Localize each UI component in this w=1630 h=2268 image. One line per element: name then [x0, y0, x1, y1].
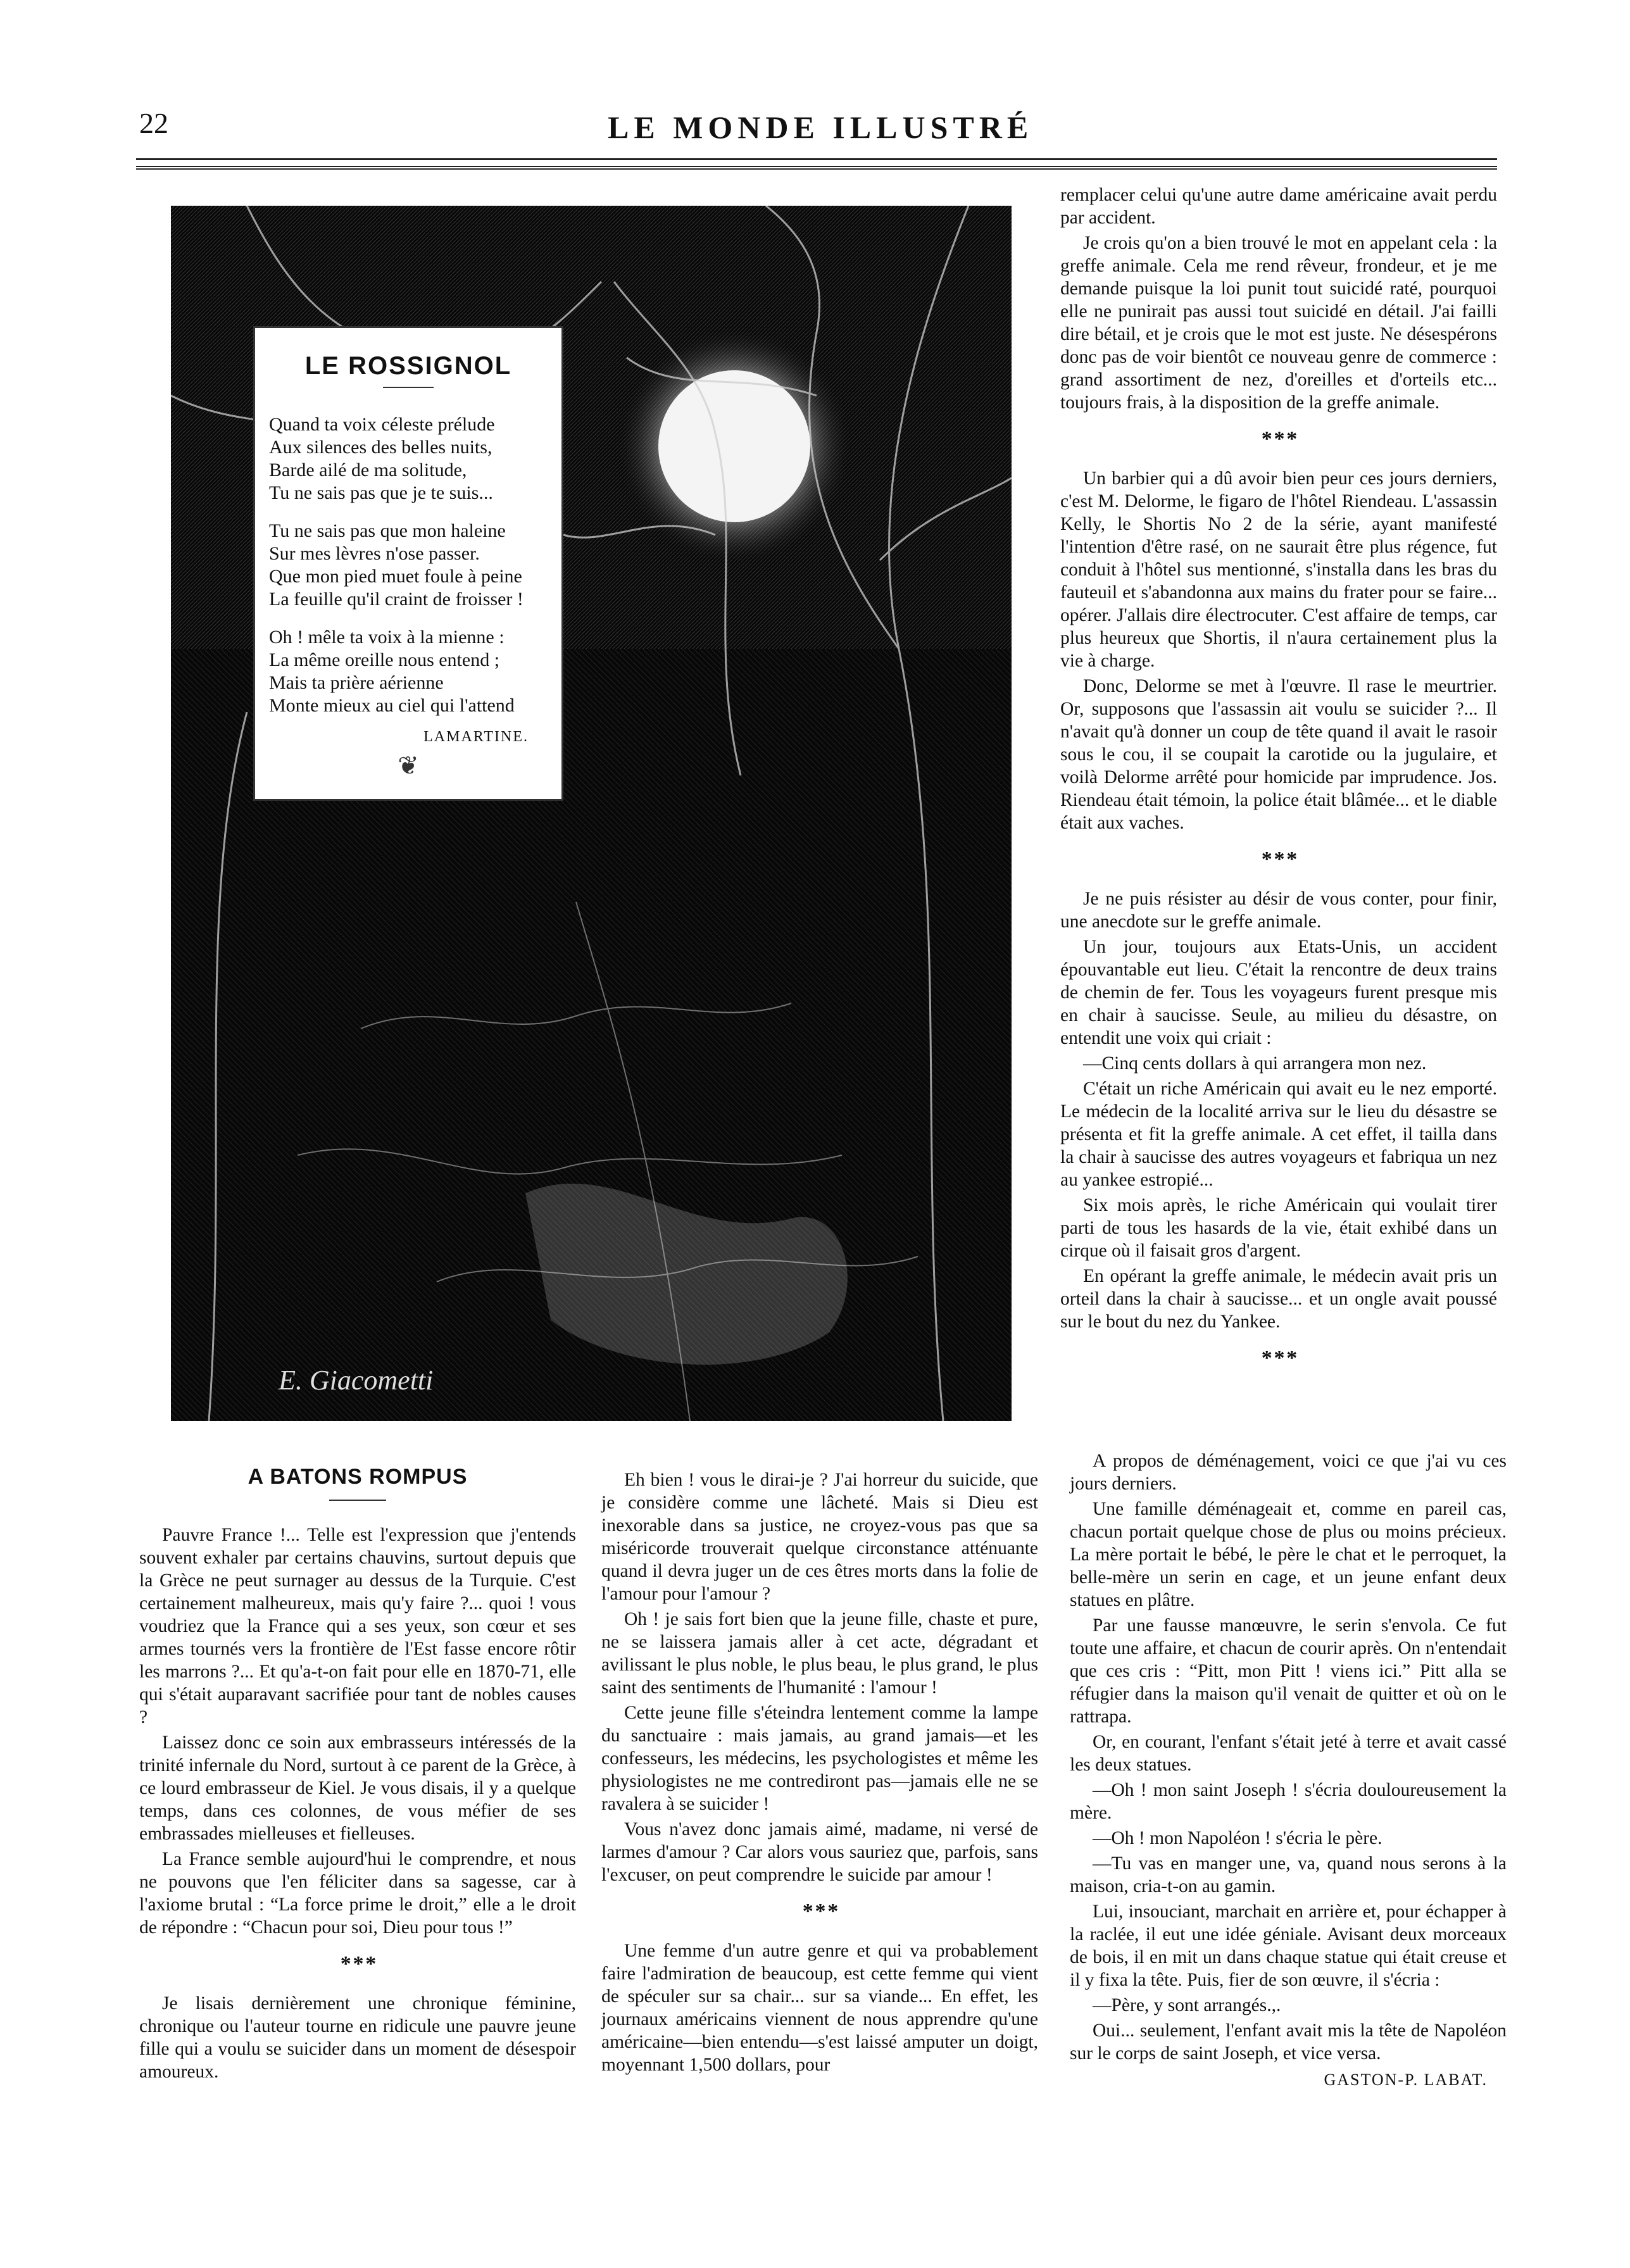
- paragraph: Je lisais dernièrement une chronique féminine, chronique ou l'auteur tourne en ridicule une pauvre jeune fille qui a voulu se suicider dans un moment de désespoir amoureux.: [139, 1993, 576, 2082]
- paragraph: Pauvre France !... Telle est l'expression que j'entends souvent exhaler par certains chauvins, surtout depuis que la Grèce ne peut surnager au dessus de la Turquie. C'est certainement malheureux, mais qu'y faire ?... quoi ! vous voudriez que la France qui a ses yeux, son cœur et ses armes tournés vers la frontière de l'Est fasse encore rôtir les marrons ?... Et qu'a-t-on fait pour elle en 1870-71, elle qui s'était auparavant sacrifiée pour tant de nobles causes ?: [139, 1525, 576, 1727]
- paragraph: Une femme d'un autre genre et qui va probablement faire l'admiration de beaucoup, est cette femme qui vient de spéculer sur sa chair... sur sa viande... En effet, les journaux américains viennent de nous apprendre qu'une américaine—bien entendu—s'est laissé amputer un doigt, moyennant 1,500 dollars, pour: [601, 1941, 1038, 2075]
- poem-author: LAMARTINE.: [423, 729, 529, 745]
- paragraph: —Oh ! mon saint Joseph ! s'écria douloureusement la mère.: [1070, 1780, 1507, 1823]
- paragraph: Eh bien ! vous le dirai-je ? J'ai horreur du suicide, que je considère comme une lâcheté. Mais si Dieu est inexorable dans sa justice, ne croyez-vous pas que sa miséricorde trouverait quelque circonstance atténuante quand il devra juger un de ces êtres morts dans la folie de l'amour pour l'amour ?: [601, 1470, 1038, 1604]
- poem-title: LE ROSSIGNOL: [304, 352, 512, 380]
- paragraph: Un jour, toujours aux Etats-Unis, un accident épouvantable eut lieu. C'était la rencontre de deux trains de chemin de fer. Tous les voyageurs furent presque mis en chair à saucisse. Seule, au milieu du désastre, on entendit une voix qui criait :: [1060, 937, 1497, 1048]
- poem-box: [253, 326, 563, 801]
- paragraph: Oui... seulement, l'enfant avait mis la tête de Napoléon sur le corps de saint Joseph, et vice versa.: [1070, 2021, 1507, 2064]
- poem-line: La feuille qu'il craint de froisser !: [269, 589, 523, 610]
- paragraph: Vous n'avez donc jamais aimé, madame, ni versé de larmes d'amour ? Car alors vous sauriez que, parfois, sans l'excuser, on peut comprendre le suicide par amour !: [601, 1819, 1038, 1885]
- ornament-icon: ❦: [398, 751, 419, 780]
- masthead-title: LE MONDE ILLUSTRÉ: [608, 110, 1034, 145]
- asterism-divider: * * *: [802, 1900, 837, 1923]
- article-column-1: [139, 1465, 576, 2086]
- author-signature: GASTON-P. LABAT.: [1324, 2071, 1488, 2089]
- poem-line: Sur mes lèvres n'ose passer.: [269, 543, 480, 564]
- poem-stanza-1: [269, 413, 548, 504]
- poem-line: Quand ta voix céleste prélude: [269, 414, 495, 435]
- paragraph: —Cinq cents dollars à qui arrangera mon nez.: [1083, 1053, 1427, 1074]
- paragraph: Je ne puis résister au désir de vous conter, pour finir, une anecdote sur le greffe animale.: [1060, 889, 1497, 932]
- title-separator: [329, 1500, 386, 1501]
- article-title: A BATONS ROMPUS: [248, 1465, 468, 1489]
- poem-stanza-3: [269, 626, 548, 717]
- article-column-2: [601, 1469, 1038, 2079]
- poem-line: Que mon pied muet foule à peine: [269, 566, 522, 587]
- poem-line: Monte mieux au ciel qui l'attend: [269, 695, 515, 716]
- poem-stanza-2: [269, 520, 548, 611]
- asterism-divider: * * *: [1261, 1346, 1296, 1370]
- asterism-divider: * * *: [1261, 427, 1296, 451]
- poem-separator: [383, 387, 434, 388]
- page-number: 22: [139, 107, 168, 139]
- paragraph: —Oh ! mon Napoléon ! s'écria le père.: [1093, 1828, 1382, 1848]
- poem-line: Barde ailé de ma solitude,: [269, 460, 467, 480]
- poem-line: Tu ne sais pas que je te suis...: [269, 482, 493, 503]
- paragraph: Une famille déménageait et, comme en pareil cas, chacun portait quelque chose de plus ou moins précieux. La mère portait le bébé, le père le chat et le perroquet, la belle-mère un serin en cage, et un jeune enfant deux statues en plâtre.: [1070, 1499, 1507, 1610]
- poem-line: Oh ! mêle ta voix à la mienne :: [269, 627, 505, 648]
- paragraph: Donc, Delorme se met à l'œuvre. Il rase le meurtrier. Or, supposons que l'assassin ait voulu se suicider ?... Il n'avait qu'à donner un coup de tête quand il avait le rasoir sous le cou, il se coupait la carotide ou la jugulaire, et voilà Delorme arrêté pour homicide par imprudence. Jos. Riendeau était témoin, la police était blâmée... et le diable était aux vaches.: [1060, 676, 1497, 833]
- poem-line: Mais ta prière aérienne: [269, 672, 444, 693]
- asterism-divider: * * *: [1261, 848, 1296, 871]
- poem-line: La même oreille nous entend ;: [269, 649, 500, 670]
- paragraph: Oh ! je sais fort bien que la jeune fille, chaste et pure, ne se laissera jamais aller à cet acte, dégradant et avilissant le plus noble, le plus beau, le plus grand, le plus saint des sentiments de l'humanité : l'amour !: [601, 1609, 1038, 1698]
- poem-line: Tu ne sais pas que mon haleine: [269, 520, 506, 541]
- header-double-rule: [136, 166, 1497, 170]
- moon: [658, 370, 810, 522]
- paragraph: C'était un riche Américain qui avait eu le nez emporté. Le médecin de la localité arriva sur le lieu du désastre se présenta et fit la greffe animale. A cet effet, il tailla dans la chair à saucisse des autres voyageurs et fabriqua un nez au yankee estropié...: [1060, 1079, 1497, 1190]
- paragraph: Cette jeune fille s'éteindra lentement comme la lampe du sanctuaire : mais jamais, au grand jamais—et les confesseurs, les médecins, les psychologistes et même les physiologistes ne me contrediront pas—jamais elle ne se ravalera à se suicider !: [601, 1703, 1038, 1814]
- paragraph: Un barbier qui a dû avoir bien peur ces jours derniers, c'est M. Delorme, le figaro de l'hôtel Riendeau. L'assassin Kelly, le Shortis No 2 de la série, ayant manifesté l'intention d'être rasé, on ne saurait être plus régence, fut conduit à l'hôtel sus mentionné, s'installa dans les bras du fauteuil et s'abandonna aux mains du frater pour se faire... opérer. J'allais dire électrocuter. C'est affaire de temps, car plus heureux que Shortis, il n'aura certainement plus la vie à charge.: [1060, 468, 1497, 671]
- paragraph: Laissez donc ce soin aux embrasseurs intéressés de la trinité infernale du Nord, surtout à ce parent de la Grèce, à ce lourd embrasseur de Kiel. Je vous disais, il y a quelque temps, dans ces colonnes, de vous méfier de ses embrassades mielleuses et fielleuses.: [139, 1732, 576, 1844]
- paragraph: Six mois après, le riche Américain qui voulait tirer parti de tous les hasards de la vie, était exhibé dans un cirque où il faisait gros d'argent.: [1060, 1195, 1497, 1261]
- right-column: [1060, 184, 1497, 1386]
- paragraph: Par une fausse manœuvre, le serin s'envola. Ce fut toute une affaire, et chacun de courir après. On n'entendait que ces cris : “Pitt, mon Pitt ! viens ici.” Pitt alla se réfugier dans la maison qu'il venait de quitter et où on le rattrapa.: [1070, 1615, 1507, 1727]
- engraver-signature: E. Giacometti: [279, 1365, 434, 1396]
- paragraph: Je crois qu'on a bien trouvé le mot en appelant cela : la greffe animale. Cela me rend rêveur, frondeur, et je me demande puisque la loi punit tout suicidé raté, pourquoi elle ne punirait pas aussi tout suicidé en détail. J'ai failli dire bétail, et je crois que le mot est juste. Ne désespérons donc pas de voir bientôt ce nouveau genre de commerce : grand assortiment de nez, d'oreilles et d'orteils etc... toujours frais, à la disposition de la greffe animale.: [1060, 233, 1497, 413]
- paragraph: Lui, insouciant, marchait en arrière et, pour échapper à la raclée, il eut une idée géniale. Avisant deux morceaux de bois, il en mit un dans chaque statue qui était creuse et il y fixa la tête. Puis, fier de son œuvre, il s'écria :: [1070, 1901, 1507, 1990]
- poem-line: Aux silences des belles nuits,: [269, 437, 492, 458]
- paragraph: Or, en courant, l'enfant s'était jeté à terre et avait cassé les deux statues.: [1070, 1732, 1507, 1775]
- paragraph: A propos de déménagement, voici ce que j'ai vu ces jours derniers.: [1070, 1451, 1507, 1494]
- header-rule: [136, 158, 1497, 160]
- paragraph: La France semble aujourd'hui le comprendre, et nous ne pouvons que l'en féliciter dans sa sagesse, car à l'axiome brutal : “La force prime le droit,” elle a le droit de répondre : “Chacun pour soi, Dieu pour tous !”: [139, 1849, 576, 1938]
- paragraph: —Tu vas en manger une, va, quand nous serons à la maison, cria-t-on au gamin.: [1070, 1853, 1507, 1896]
- asterism-divider: * * *: [340, 1952, 375, 1976]
- paragraph: —Père, y sont arrangés.,.: [1093, 1995, 1281, 2015]
- paragraph: En opérant la greffe animale, le médecin avait pris un orteil dans la chair à saucisse... et un ongle avait poussé sur le bout du nez du Yankee.: [1060, 1266, 1497, 1332]
- article-column-3: [1070, 1450, 1507, 2091]
- paragraph: remplacer celui qu'une autre dame américaine avait perdu par accident.: [1060, 185, 1497, 228]
